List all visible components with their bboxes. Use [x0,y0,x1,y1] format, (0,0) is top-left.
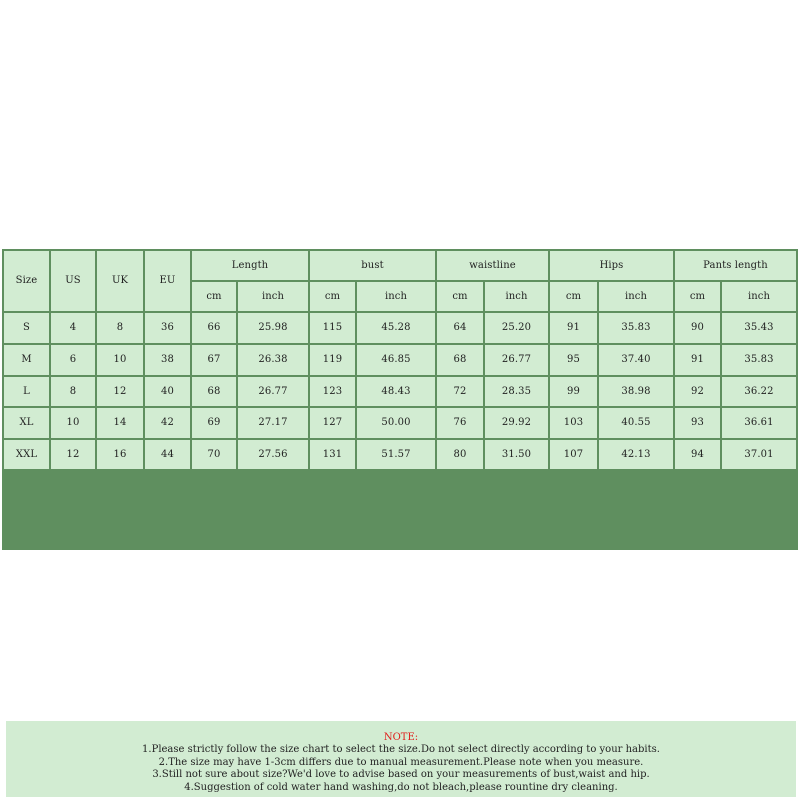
table-cell: 14 [97,408,143,438]
header-unit-inch: inch [357,282,435,311]
table-cell: 26.77 [485,345,548,375]
table-cell: 40.55 [599,408,673,438]
table-cell: 80 [437,440,483,469]
header-unit-cm: cm [310,282,355,311]
table-cell: 76 [437,408,483,438]
table-cell: 40 [145,377,190,406]
header-unit-cm: cm [192,282,236,311]
table-cell: 26.38 [238,345,308,375]
table-cell: 45.28 [357,313,435,343]
table-cell: 38 [145,345,190,375]
table-cell: 44 [145,440,190,469]
table-cell: 95 [550,345,597,375]
table-cell: 35.83 [599,313,673,343]
table-cell: M [4,345,49,375]
table-cell: 50.00 [357,408,435,438]
table-cell: 64 [437,313,483,343]
header-unit-cm: cm [437,282,483,311]
table-cell: 10 [51,408,95,438]
header-group-1: Length [192,251,308,280]
header-us: US [51,251,95,311]
table-cell: 91 [550,313,597,343]
table-cell: 70 [192,440,236,469]
table-cell: 92 [675,377,720,406]
table-cell: 6 [51,345,95,375]
header-size: Size [4,251,49,311]
table-cell: 12 [51,440,95,469]
table-cell: 69 [192,408,236,438]
table-cell: 4 [51,313,95,343]
size-chart-table [2,249,798,793]
table-cell: 68 [192,377,236,406]
table-cell: 42 [145,408,190,438]
table-cell: XL [4,408,49,438]
header-unit-inch: inch [485,282,548,311]
table-cell: 8 [51,377,95,406]
table-cell: 35.43 [722,313,796,343]
table-cell: 8 [97,313,143,343]
table-cell: 36 [145,313,190,343]
header-unit-cm: cm [675,282,720,311]
table-cell: S [4,313,49,343]
header-unit-inch: inch [599,282,673,311]
table-cell: 94 [675,440,720,469]
table-cell: 115 [310,313,355,343]
header-group-5: Pants length [675,251,796,280]
table-cell: 123 [310,377,355,406]
table-cell: 29.92 [485,408,548,438]
table-cell: 90 [675,313,720,343]
table-cell: 93 [675,408,720,438]
table-cell: 72 [437,377,483,406]
table-cell: 119 [310,345,355,375]
table-cell: L [4,377,49,406]
note-line-3: 3.Still not sure about size?We'd love to advise based on your measurements of bust,waist and hip. [152,769,650,781]
table-cell: 36.22 [722,377,796,406]
table-cell: 12 [97,377,143,406]
header-uk: UK [97,251,143,311]
table-cell: 31.50 [485,440,548,469]
table-cell: 26.77 [238,377,308,406]
note-line-4: 4.Suggestion of cold water hand washing,do not bleach,please rountine dry cleaning. [184,781,618,793]
notes-title: NOTE: [383,732,419,743]
table-cell: 35.83 [722,345,796,375]
table-cell: 103 [550,408,597,438]
table-cell: 51.57 [357,440,435,469]
table-cell: 16 [97,440,143,469]
table-cell: 25.20 [485,313,548,343]
table-cell: 42.13 [599,440,673,469]
table-cell: 67 [192,345,236,375]
table-cell: 27.56 [238,440,308,469]
table-cell: 99 [550,377,597,406]
table-cell: 91 [675,345,720,375]
header-group-3: waistline [437,251,548,280]
header-unit-cm: cm [550,282,597,311]
table-cell: 46.85 [357,345,435,375]
header-group-2: bust [310,251,435,280]
size-chart-notes [6,721,796,797]
table-cell: 66 [192,313,236,343]
table-cell: 10 [97,345,143,375]
table-cell: 25.98 [238,313,308,343]
table-cell: XXL [4,440,49,469]
header-unit-inch: inch [722,282,796,311]
table-cell: 68 [437,345,483,375]
table-cell: 37.40 [599,345,673,375]
table-cell: 37.01 [722,440,796,469]
table-cell: 48.43 [357,377,435,406]
table-cell: 131 [310,440,355,469]
note-line-2: 2.The size may have 1-3cm differs due to manual measurement.Please note when you measure. [158,756,644,768]
header-group-4: Hips [550,251,673,280]
note-line-1: 1.Please strictly follow the size chart to select the size.Do not select directly according to your habits. [142,744,660,756]
table-cell: 36.61 [722,408,796,438]
header-unit-inch: inch [238,282,308,311]
header-eu: EU [145,251,190,311]
table-cell: 127 [310,408,355,438]
table-cell: 107 [550,440,597,469]
table-cell: 27.17 [238,408,308,438]
table-cell: 28.35 [485,377,548,406]
table-cell: 38.98 [599,377,673,406]
